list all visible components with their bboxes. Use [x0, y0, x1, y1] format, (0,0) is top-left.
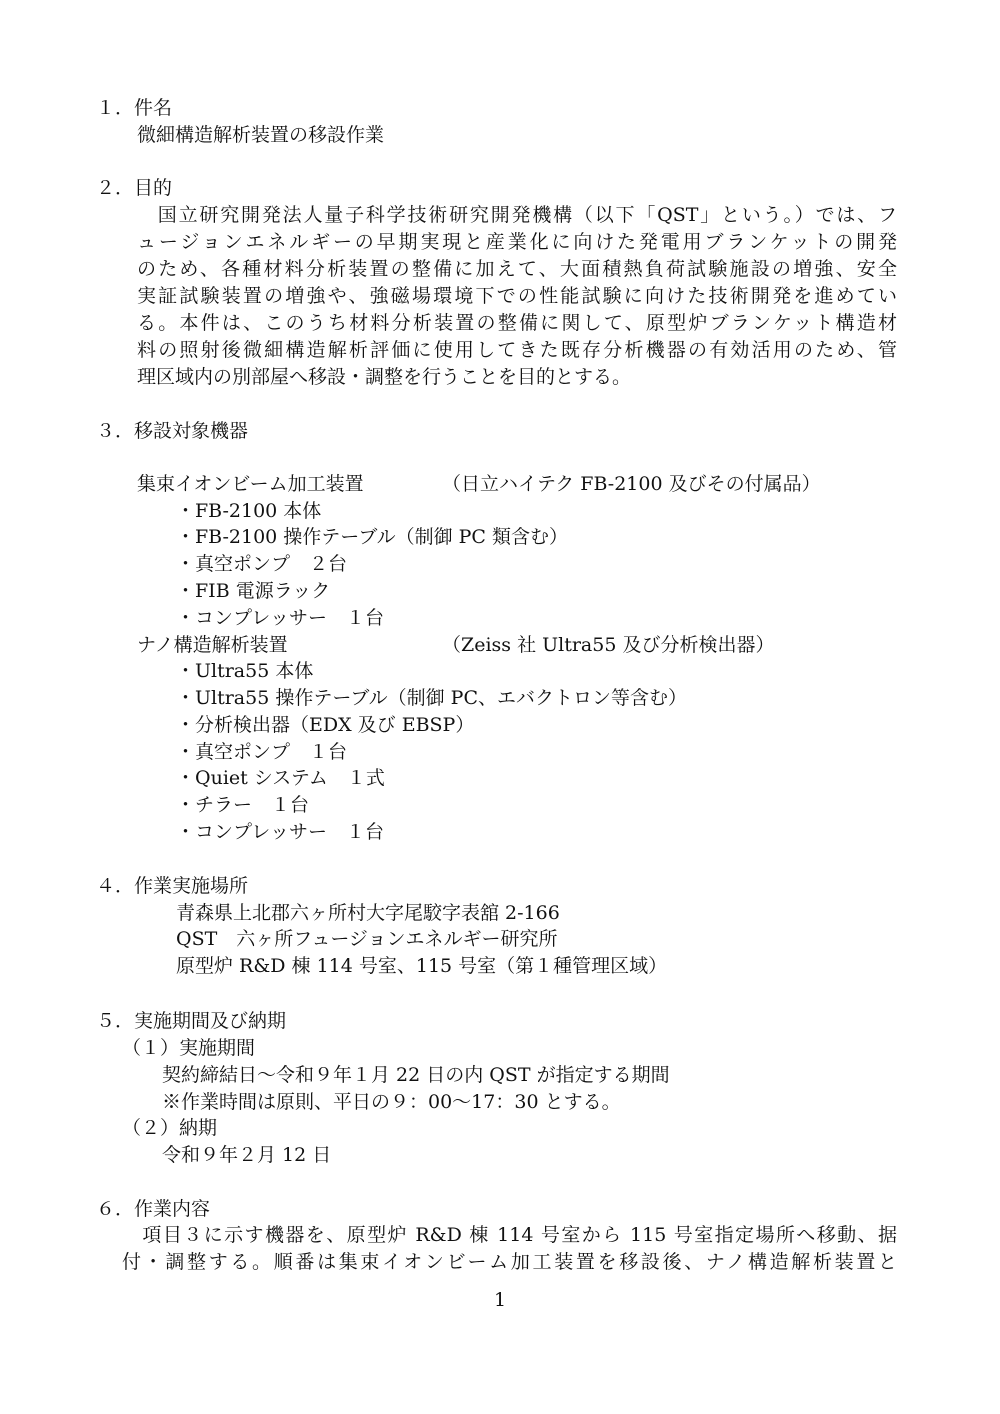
section-6-line: 付・調整する。順番は集束イオンビーム加工装置を移設後、ナノ構造解析装置と: [122, 1251, 897, 1273]
equipment-group-nano: [137, 632, 775, 658]
section-2-heading: ２．目的: [96, 177, 173, 199]
equipment-name: 集束イオンビーム加工装置: [137, 473, 364, 495]
section-2-line: 国立研究開発法人量子科学技術研究開発機構（以下「QST」という。）では、フ: [137, 204, 897, 226]
section-2-line: 理区域内の別部屋へ移設・調整を行うことを目的とする。: [137, 366, 632, 388]
address-line: 原型炉 R&D 棟 114 号室、115 号室（第１種管理区域）: [176, 955, 668, 977]
address-line: 青森県上北郡六ヶ所村大字尾駮字表舘 2-166: [176, 902, 560, 924]
section-1-heading: １．件名: [96, 97, 173, 119]
list-item: ・真空ポンプ １台: [176, 741, 348, 763]
list-item: ・Ultra55 本体: [176, 660, 314, 682]
section-2-line: 実証試験装置の増強や、強磁場環境下での性能試験に向けた技術開発を進めてい: [137, 285, 897, 307]
list-item: ・チラー １台: [176, 794, 310, 816]
list-item: ・分析検出器（EDX 及び EBSP）: [176, 714, 475, 736]
address-line: QST 六ヶ所フュージョンエネルギー研究所: [176, 928, 558, 950]
page-number: 1: [493, 1289, 507, 1311]
section-2-line: 料の照射後微細構造解析評価に使用してきた既存分析機器の有効活用のため、管: [137, 339, 897, 361]
section-1-body: 微細構造解析装置の移設作業: [137, 124, 385, 146]
list-item: ・FIB 電源ラック: [176, 580, 331, 602]
list-item: ・真空ポンプ ２台: [176, 553, 348, 575]
section-3-heading: ３．移設対象機器: [96, 420, 249, 442]
period-line: 契約締結日～令和９年１月 22 日の内 QST が指定する期間: [162, 1064, 670, 1086]
equipment-note: （Zeiss 社 Ultra55 及び分析検出器）: [442, 634, 775, 656]
list-item: ・Ultra55 操作テーブル（制御 PC、エバクトロン等含む）: [176, 687, 688, 709]
list-item: ・FB-2100 操作テーブル（制御 PC 類含む）: [176, 526, 569, 548]
section-2-line: ュージョンエネルギーの早期実現と産業化に向けた発電用ブランケットの開発: [137, 231, 897, 253]
subsection-heading: （２）納期: [122, 1117, 218, 1139]
section-5-heading: ５．実施期間及び納期: [96, 1010, 287, 1032]
section-6-line: 項目３に示す機器を、原型炉 R&D 棟 114 号室から 115 号室指定場所へ移動、据: [122, 1224, 897, 1246]
equipment-group-fib: [137, 471, 821, 497]
subsection-heading: （１）実施期間: [122, 1037, 256, 1059]
section-6-heading: ６．作業内容: [96, 1198, 211, 1220]
equipment-note: （日立ハイテク FB-2100 及びその付属品）: [442, 473, 821, 495]
delivery-date: 令和９年２月 12 日: [162, 1144, 332, 1166]
list-item: ・FB-2100 本体: [176, 500, 322, 522]
list-item: ・Quiet システム １式: [176, 767, 385, 789]
section-4-heading: ４．作業実施場所: [96, 875, 249, 897]
list-item: ・コンプレッサー １台: [176, 821, 385, 843]
section-2-line: る。本件は、このうち材料分析装置の整備に関して、原型炉ブランケット構造材: [137, 312, 897, 334]
section-2-line: のため、各種材料分析装置の整備に加えて、大面積熱負荷試験施設の増強、安全: [137, 258, 897, 280]
equipment-name: ナノ構造解析装置: [137, 634, 288, 656]
list-item: ・コンプレッサー １台: [176, 607, 385, 629]
work-hours-note: ※作業時間は原則、平日の９：00～17：30 とする。: [162, 1091, 621, 1113]
